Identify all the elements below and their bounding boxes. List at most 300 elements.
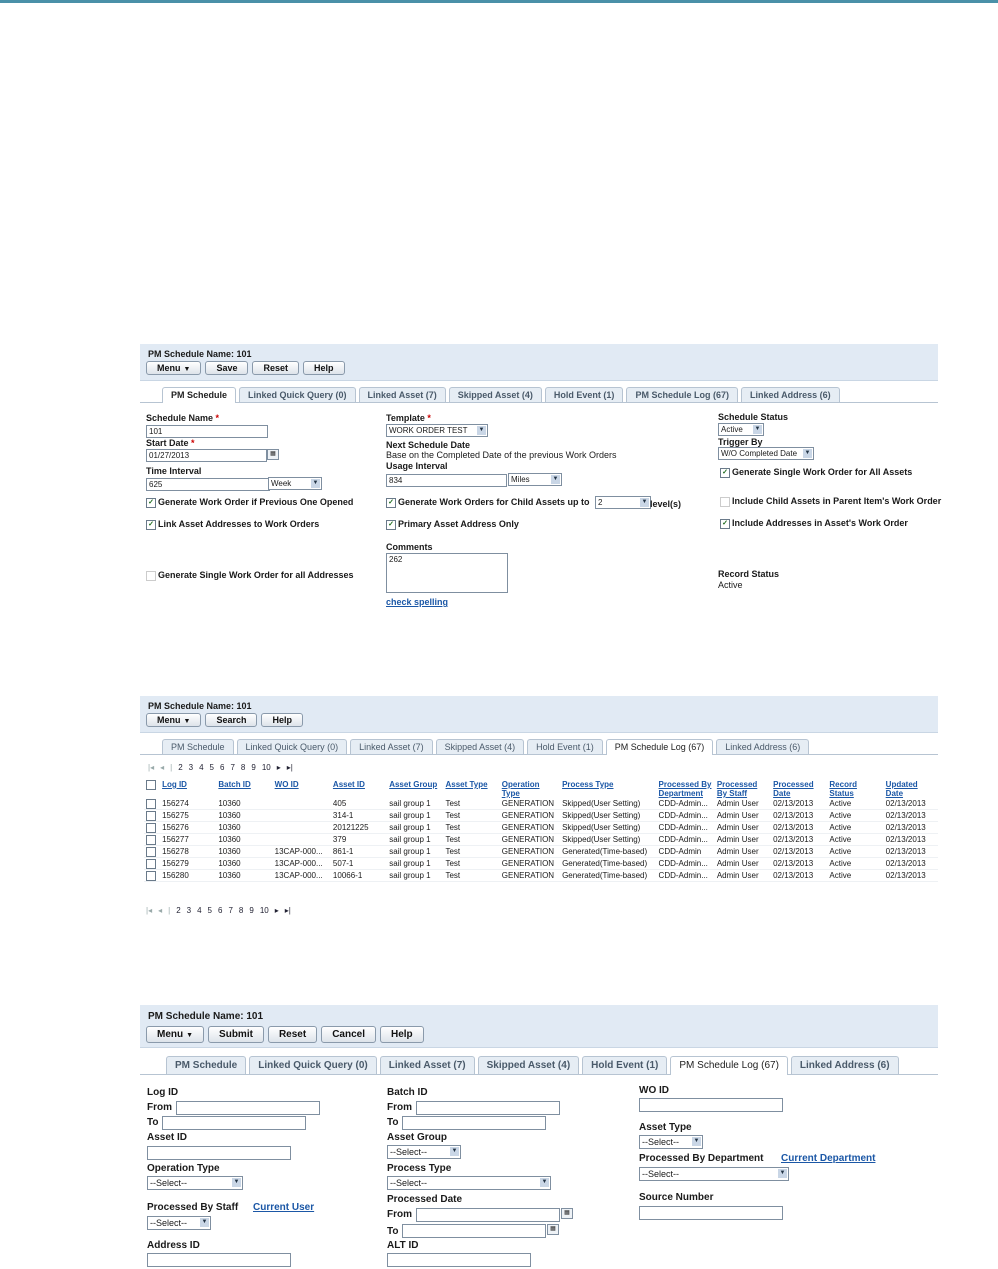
checkbox-checked-icon: ✓ bbox=[386, 498, 396, 508]
trigger-by-select[interactable]: W/O Completed Date ▼ bbox=[718, 447, 814, 460]
tab-pm-schedule-log[interactable]: PM Schedule Log (67) bbox=[606, 739, 714, 755]
cell-processed-by-staff: Admin User bbox=[715, 810, 771, 822]
cell-operation-type: GENERATION bbox=[500, 810, 560, 822]
menu-button[interactable]: Menu ▼ bbox=[146, 713, 201, 727]
current-user-link[interactable]: Current User bbox=[253, 1202, 315, 1213]
current-department-link[interactable]: Current Department bbox=[781, 1153, 876, 1164]
processed-by-staff-label: Processed By Staff bbox=[147, 1202, 239, 1213]
to-label: To bbox=[147, 1117, 159, 1128]
cell-record-status: Active bbox=[827, 810, 883, 822]
page-link[interactable]: 8 bbox=[240, 763, 246, 772]
cell-asset-id: 861-1 bbox=[331, 846, 387, 858]
cell-processed-by-department: CDD-Admin... bbox=[657, 822, 715, 834]
col-process-type[interactable]: Process Type bbox=[562, 780, 614, 789]
cell-processed-by-department: CDD-Admin... bbox=[657, 858, 715, 870]
panel-header bbox=[140, 1005, 938, 1048]
cell-processed-date: 02/13/2013 bbox=[771, 834, 827, 846]
cell-processed-date: 02/13/2013 bbox=[771, 870, 827, 882]
cell-operation-type: GENERATION bbox=[500, 834, 560, 846]
checkbox-icon bbox=[146, 859, 156, 869]
page-link[interactable]: 7 bbox=[228, 906, 233, 915]
processed-date-label: Processed Date bbox=[387, 1194, 463, 1205]
cell-log-id: 156279 bbox=[160, 858, 216, 870]
cell-process-type: Generated(Time-based) bbox=[560, 870, 656, 882]
cell-record-status: Active bbox=[827, 846, 883, 858]
chevron-down-icon: ▼ bbox=[186, 1032, 194, 1039]
table-row[interactable] bbox=[144, 870, 938, 882]
log-id-to-input[interactable] bbox=[162, 1116, 306, 1130]
chevron-down-icon: ▼ bbox=[693, 1138, 700, 1144]
cell-asset-id: 10066-1 bbox=[331, 870, 387, 882]
cell-asset-type: Test bbox=[443, 810, 499, 822]
cell-processed-by-staff: Admin User bbox=[715, 834, 771, 846]
cell-process-type: Skipped(User Setting) bbox=[560, 798, 656, 810]
menu-button[interactable]: Menu ▼ bbox=[146, 361, 201, 375]
cell-batch-id: 10360 bbox=[216, 858, 272, 870]
cell-operation-type: GENERATION bbox=[500, 846, 560, 858]
tab-pm-schedule[interactable]: PM Schedule bbox=[162, 739, 234, 754]
panel-header bbox=[140, 696, 938, 733]
col-asset-id[interactable]: Asset ID bbox=[332, 780, 365, 789]
asset-group-label: Asset Group bbox=[387, 1132, 448, 1143]
select-all-checkbox[interactable] bbox=[144, 780, 160, 798]
cell-wo-id: 13CAP-000... bbox=[273, 846, 331, 858]
log-id-from-input[interactable] bbox=[176, 1101, 320, 1115]
cell-log-id: 156280 bbox=[160, 870, 216, 882]
col-asset-type[interactable]: Asset Type bbox=[445, 780, 488, 789]
cell-processed-by-staff: Admin User bbox=[715, 846, 771, 858]
cell-operation-type: GENERATION bbox=[500, 858, 560, 870]
batch-id-to-input[interactable] bbox=[402, 1116, 546, 1130]
chevron-down-icon: ▼ bbox=[233, 1179, 240, 1185]
checkbox-icon bbox=[146, 871, 156, 881]
page-link[interactable]: 5 bbox=[207, 906, 212, 915]
col-processed-date[interactable]: Processed Date bbox=[773, 780, 814, 798]
toolbar bbox=[140, 1024, 938, 1046]
batch-id-from-input[interactable] bbox=[416, 1101, 560, 1115]
schedule-status-select[interactable]: Active ▼ bbox=[718, 423, 764, 436]
toolbar bbox=[140, 713, 938, 730]
table-row[interactable] bbox=[144, 798, 938, 810]
row-select-checkbox[interactable] bbox=[144, 834, 160, 846]
schedule-status-label: Schedule Status bbox=[718, 412, 789, 422]
cell-processed-by-staff: Admin User bbox=[715, 858, 771, 870]
child-levels-select[interactable]: 2 ▼ bbox=[595, 496, 651, 509]
template-select[interactable]: WORK ORDER TEST ▼ bbox=[386, 424, 488, 437]
menu-button[interactable]: Menu ▼ bbox=[146, 1026, 204, 1043]
table-row[interactable] bbox=[144, 810, 938, 822]
tab-pm-schedule[interactable]: PM Schedule bbox=[166, 1056, 246, 1074]
processed-by-staff-select[interactable]: --Select-- ▼ bbox=[147, 1216, 211, 1230]
page-link[interactable]: 8 bbox=[238, 906, 244, 915]
alt-id-input[interactable] bbox=[387, 1253, 531, 1267]
log-id-label: Log ID bbox=[147, 1087, 179, 1098]
cell-process-type: Skipped(User Setting) bbox=[560, 810, 656, 822]
pager-top bbox=[148, 763, 293, 772]
cell-log-id: 156277 bbox=[160, 834, 216, 846]
cell-processed-by-department: CDD-Admin... bbox=[657, 870, 715, 882]
cell-asset-id: 314-1 bbox=[331, 810, 387, 822]
cell-process-type: Skipped(User Setting) bbox=[560, 834, 656, 846]
cell-asset-type: Test bbox=[443, 846, 499, 858]
asset-type-select[interactable]: --Select-- ▼ bbox=[639, 1135, 703, 1149]
from-label: From bbox=[147, 1102, 172, 1113]
calendar-icon[interactable]: ▦ bbox=[547, 1224, 559, 1235]
source-number-input[interactable] bbox=[639, 1206, 783, 1220]
cell-batch-id: 10360 bbox=[216, 846, 272, 858]
tab-hold-event[interactable]: Hold Event (1) bbox=[545, 387, 624, 402]
wo-id-label: WO ID bbox=[639, 1085, 669, 1096]
page-link[interactable]: 2 bbox=[176, 906, 181, 915]
tab-pm-schedule-log[interactable]: PM Schedule Log (67) bbox=[626, 387, 738, 402]
cell-asset-type: Test bbox=[443, 870, 499, 882]
trigger-by-label: Trigger By bbox=[718, 437, 763, 447]
cell-batch-id: 10360 bbox=[216, 870, 272, 882]
cell-updated-date: 02/13/2013 bbox=[884, 810, 938, 822]
time-interval-input[interactable]: 625 bbox=[146, 478, 270, 491]
separator: | bbox=[170, 763, 173, 772]
page-link[interactable]: 7 bbox=[230, 763, 235, 772]
chevron-down-icon: ▼ bbox=[541, 1179, 548, 1185]
cell-asset-group: sail group 1 bbox=[387, 810, 443, 822]
record-status-label: Record Status bbox=[718, 569, 780, 579]
panel-header bbox=[140, 344, 938, 381]
cell-record-status: Active bbox=[827, 798, 883, 810]
help-button[interactable]: Help bbox=[261, 713, 303, 727]
cell-updated-date: 02/13/2013 bbox=[884, 858, 938, 870]
row-select-checkbox[interactable] bbox=[144, 858, 160, 870]
checkbox-icon bbox=[146, 835, 156, 845]
cell-asset-id: 405 bbox=[331, 798, 387, 810]
prev-page-icon[interactable]: ◂ bbox=[160, 763, 165, 772]
next-schedule-label: Next Schedule Date bbox=[386, 440, 471, 450]
next-schedule-value: Base on the Completed Date of the previous Work Orders bbox=[386, 450, 617, 460]
cell-record-status: Active bbox=[827, 834, 883, 846]
processed-date-from-input[interactable] bbox=[416, 1208, 560, 1222]
chevron-down-icon: ▼ bbox=[552, 476, 559, 482]
col-batch-id[interactable]: Batch ID bbox=[218, 780, 251, 789]
row-select-checkbox[interactable] bbox=[144, 870, 160, 882]
schedule-name-label: Schedule Name * bbox=[146, 413, 220, 423]
checkbox-checked-icon: ✓ bbox=[386, 520, 396, 530]
chevron-down-icon: ▼ bbox=[804, 450, 811, 456]
table-row[interactable] bbox=[144, 834, 938, 846]
link-asset-addr-checkbox[interactable]: ✓ Link Asset Addresses to Work Orders bbox=[146, 519, 319, 530]
first-page-icon[interactable]: |◂ bbox=[146, 906, 153, 915]
record-status-value: Active bbox=[718, 580, 743, 590]
cell-asset-id: 507-1 bbox=[331, 858, 387, 870]
cell-operation-type: GENERATION bbox=[500, 822, 560, 834]
pager-bottom bbox=[146, 906, 291, 915]
to-label: To bbox=[387, 1117, 399, 1128]
alt-id-label: ALT ID bbox=[387, 1240, 419, 1251]
page-link[interactable]: 3 bbox=[188, 763, 194, 772]
comments-label: Comments bbox=[386, 542, 433, 552]
calendar-icon[interactable]: ▦ bbox=[561, 1208, 573, 1219]
cell-processed-date: 02/13/2013 bbox=[771, 858, 827, 870]
cell-updated-date: 02/13/2013 bbox=[884, 870, 938, 882]
separator: | bbox=[168, 906, 171, 915]
page-link[interactable]: 6 bbox=[218, 906, 223, 915]
page-link[interactable]: 5 bbox=[209, 763, 214, 772]
generate-wo-prev-checkbox[interactable]: ✓ Generate Work Order if Previous One Opened bbox=[146, 497, 353, 508]
cell-asset-group: sail group 1 bbox=[387, 822, 443, 834]
cell-batch-id: 10360 bbox=[216, 822, 272, 834]
page-link[interactable]: 9 bbox=[251, 763, 256, 772]
from-label: From bbox=[387, 1102, 412, 1113]
page-link[interactable]: 4 bbox=[197, 906, 202, 915]
cell-wo-id bbox=[273, 834, 331, 846]
cell-asset-group: sail group 1 bbox=[387, 858, 443, 870]
checkbox-icon bbox=[146, 799, 156, 809]
cell-asset-type: Test bbox=[443, 858, 499, 870]
process-type-label: Process Type bbox=[387, 1163, 452, 1174]
pm-schedule-panel bbox=[140, 344, 942, 612]
generate-single-assets-checkbox[interactable]: ✓ Generate Single Work Order for All Assets bbox=[720, 467, 912, 478]
cell-process-type: Skipped(User Setting) bbox=[560, 822, 656, 834]
operation-type-label: Operation Type bbox=[147, 1163, 220, 1174]
tab-linked-quick-query[interactable]: Linked Quick Query (0) bbox=[249, 1056, 376, 1074]
cell-asset-group: sail group 1 bbox=[387, 798, 443, 810]
next-page-icon[interactable]: ▸ bbox=[276, 763, 281, 772]
cell-updated-date: 02/13/2013 bbox=[884, 846, 938, 858]
checkbox-checked-icon: ✓ bbox=[146, 498, 156, 508]
chevron-down-icon: ▼ bbox=[641, 499, 648, 505]
batch-id-label: Batch ID bbox=[387, 1087, 428, 1098]
cell-batch-id: 10360 bbox=[216, 798, 272, 810]
chevron-down-icon: ▼ bbox=[451, 1148, 458, 1154]
cell-processed-by-department: CDD-Admin... bbox=[657, 810, 715, 822]
col-record-status[interactable]: Record Status bbox=[829, 780, 857, 798]
include-child-checkbox[interactable]: Include Child Assets in Parent Item's Work Order bbox=[720, 496, 941, 507]
tab-skipped-asset[interactable]: Skipped Asset (4) bbox=[436, 739, 525, 754]
cell-process-type: Generated(Time-based) bbox=[560, 858, 656, 870]
asset-type-label: Asset Type bbox=[639, 1122, 692, 1133]
help-button[interactable]: Help bbox=[303, 361, 345, 375]
template-label: Template * bbox=[386, 413, 431, 423]
address-id-label: Address ID bbox=[147, 1240, 200, 1251]
generate-single-addr-checkbox[interactable]: Generate Single Work Order for all Addresses bbox=[146, 570, 354, 581]
tab-linked-quick-query[interactable]: Linked Quick Query (0) bbox=[239, 387, 356, 402]
time-interval-label: Time Interval bbox=[146, 466, 202, 476]
page-link[interactable]: 3 bbox=[186, 906, 192, 915]
toolbar bbox=[140, 361, 938, 378]
cell-log-id: 156278 bbox=[160, 846, 216, 858]
cell-wo-id bbox=[273, 822, 331, 834]
processed-date-to-input[interactable] bbox=[402, 1224, 546, 1238]
help-button[interactable]: Help bbox=[380, 1026, 424, 1043]
pm-schedule-log-search-panel bbox=[140, 1005, 938, 1269]
page-title: PM Schedule Name: 101 bbox=[148, 1011, 264, 1022]
tab-bar bbox=[140, 1048, 938, 1075]
cell-updated-date: 02/13/2013 bbox=[884, 834, 938, 846]
address-id-input[interactable] bbox=[147, 1253, 291, 1267]
cell-processed-date: 02/13/2013 bbox=[771, 822, 827, 834]
cell-processed-by-staff: Admin User bbox=[715, 798, 771, 810]
asset-id-label: Asset ID bbox=[147, 1132, 188, 1143]
tab-pm-schedule[interactable]: PM Schedule bbox=[162, 387, 236, 403]
chevron-down-icon: ▼ bbox=[183, 718, 191, 725]
processed-by-dept-label: Processed By Department bbox=[639, 1153, 764, 1164]
col-wo-id[interactable]: WO ID bbox=[274, 780, 299, 789]
cell-record-status: Active bbox=[827, 870, 883, 882]
page-link[interactable]: 6 bbox=[220, 763, 225, 772]
cell-processed-date: 02/13/2013 bbox=[771, 798, 827, 810]
from-label: From bbox=[387, 1209, 412, 1220]
cell-wo-id: 13CAP-000... bbox=[273, 870, 331, 882]
log-table bbox=[144, 780, 938, 882]
cell-processed-by-staff: Admin User bbox=[715, 822, 771, 834]
col-processed-by-department[interactable]: Processed By Department bbox=[658, 780, 712, 798]
reset-button[interactable]: Reset bbox=[268, 1026, 317, 1043]
checkbox-icon bbox=[720, 497, 730, 507]
levels-label: level(s) bbox=[650, 499, 682, 509]
tab-linked-quick-query[interactable]: Linked Quick Query (0) bbox=[237, 739, 348, 754]
cell-wo-id bbox=[273, 810, 331, 822]
cell-processed-by-department: CDD-Admin... bbox=[657, 798, 715, 810]
cell-record-status: Active bbox=[827, 858, 883, 870]
cell-asset-group: sail group 1 bbox=[387, 834, 443, 846]
col-updated-date[interactable]: Updated Date bbox=[885, 780, 918, 798]
comments-textarea[interactable]: 262 bbox=[386, 553, 508, 593]
page-title: PM Schedule Name: 101 bbox=[148, 701, 252, 711]
cell-processed-date: 02/13/2013 bbox=[771, 810, 827, 822]
row-select-checkbox[interactable] bbox=[144, 846, 160, 858]
tab-linked-asset[interactable]: Linked Asset (7) bbox=[380, 1056, 475, 1074]
row-select-checkbox[interactable] bbox=[144, 822, 160, 834]
asset-id-input[interactable] bbox=[147, 1146, 291, 1160]
tab-linked-address[interactable]: Linked Address (6) bbox=[716, 739, 809, 754]
col-operation-type[interactable]: Operation Type bbox=[501, 780, 540, 798]
table-row[interactable] bbox=[144, 858, 938, 870]
table-header-row bbox=[144, 780, 938, 798]
usage-unit-select[interactable]: Miles ▼ bbox=[508, 473, 562, 486]
start-date-label: Start Date * bbox=[146, 438, 195, 448]
chevron-down-icon: ▼ bbox=[312, 480, 319, 486]
cell-wo-id: 13CAP-000... bbox=[273, 858, 331, 870]
include-addr-checkbox[interactable]: ✓ Include Addresses in Asset's Work Order bbox=[720, 518, 908, 529]
to-label: To bbox=[387, 1226, 399, 1237]
operation-type-select[interactable]: --Select-- ▼ bbox=[147, 1176, 243, 1190]
page-link[interactable]: 10 bbox=[259, 906, 269, 915]
cell-updated-date: 02/13/2013 bbox=[884, 822, 938, 834]
table-body bbox=[144, 798, 938, 882]
primary-addr-checkbox[interactable]: ✓ Primary Asset Address Only bbox=[386, 519, 519, 530]
col-log-id[interactable]: Log ID bbox=[162, 780, 187, 789]
pm-schedule-log-panel bbox=[140, 696, 938, 916]
checkbox-icon bbox=[146, 823, 156, 833]
processed-by-dept-select[interactable]: --Select-- ▼ bbox=[639, 1167, 789, 1181]
page-title: PM Schedule Name: 101 bbox=[148, 349, 252, 359]
cell-updated-date: 02/13/2013 bbox=[884, 798, 938, 810]
row-select-checkbox[interactable] bbox=[144, 810, 160, 822]
tab-linked-address[interactable]: Linked Address (6) bbox=[741, 387, 840, 402]
col-asset-group[interactable]: Asset Group bbox=[389, 780, 438, 789]
tab-hold-event[interactable]: Hold Event (1) bbox=[582, 1056, 667, 1074]
schedule-name-input[interactable]: 101 bbox=[146, 425, 268, 438]
tab-bar bbox=[140, 733, 938, 755]
time-interval-unit-select[interactable]: Week ▼ bbox=[268, 477, 322, 490]
cell-processed-date: 02/13/2013 bbox=[771, 846, 827, 858]
page-link[interactable]: 9 bbox=[249, 906, 254, 915]
cell-operation-type: GENERATION bbox=[500, 798, 560, 810]
tab-hold-event[interactable]: Hold Event (1) bbox=[527, 739, 603, 754]
usage-interval-input[interactable]: 834 bbox=[386, 474, 507, 487]
checkbox-icon bbox=[146, 571, 156, 581]
checkbox-checked-icon: ✓ bbox=[720, 519, 730, 529]
generate-child-checkbox[interactable]: ✓ Generate Work Orders for Child Assets up to bbox=[386, 497, 590, 508]
cell-asset-type: Test bbox=[443, 822, 499, 834]
page-link[interactable]: 4 bbox=[199, 763, 204, 772]
cancel-button[interactable]: Cancel bbox=[321, 1026, 376, 1043]
table-row[interactable] bbox=[144, 846, 938, 858]
start-date-input[interactable]: 01/27/2013 bbox=[146, 449, 267, 462]
tab-linked-asset[interactable]: Linked Asset (7) bbox=[359, 387, 446, 402]
cell-log-id: 156275 bbox=[160, 810, 216, 822]
process-type-select[interactable]: --Select-- ▼ bbox=[387, 1176, 551, 1190]
save-button[interactable]: Save bbox=[205, 361, 248, 375]
cell-asset-type: Test bbox=[443, 834, 499, 846]
chevron-down-icon: ▼ bbox=[201, 1219, 208, 1225]
cell-asset-id: 20121225 bbox=[331, 822, 387, 834]
submit-button[interactable]: Submit bbox=[208, 1026, 264, 1043]
tab-skipped-asset[interactable]: Skipped Asset (4) bbox=[478, 1056, 580, 1074]
wo-id-input[interactable] bbox=[639, 1098, 783, 1112]
cell-processed-by-department: CDD-Admin... bbox=[657, 834, 715, 846]
cell-batch-id: 10360 bbox=[216, 834, 272, 846]
cell-operation-type: GENERATION bbox=[500, 870, 560, 882]
last-page-icon[interactable]: ▸| bbox=[284, 906, 291, 915]
chevron-down-icon: ▼ bbox=[754, 426, 761, 432]
reset-button[interactable]: Reset bbox=[252, 361, 299, 375]
page-link[interactable]: 2 bbox=[178, 763, 183, 772]
col-processed-by-staff[interactable]: Processed By Staff bbox=[716, 780, 758, 798]
checkbox-checked-icon: ✓ bbox=[146, 520, 156, 530]
calendar-icon[interactable]: ▦ bbox=[267, 449, 279, 460]
table-row[interactable] bbox=[144, 822, 938, 834]
tab-skipped-asset[interactable]: Skipped Asset (4) bbox=[449, 387, 542, 402]
source-number-label: Source Number bbox=[639, 1192, 714, 1203]
top-rule bbox=[0, 0, 998, 3]
first-page-icon[interactable]: |◂ bbox=[148, 763, 155, 772]
asset-group-select[interactable]: --Select-- ▼ bbox=[387, 1145, 461, 1159]
last-page-icon[interactable]: ▸| bbox=[286, 763, 293, 772]
search-button[interactable]: Search bbox=[205, 713, 257, 727]
tab-bar bbox=[140, 381, 938, 403]
check-spelling-link[interactable]: check spelling bbox=[386, 597, 449, 607]
next-page-icon[interactable]: ▸ bbox=[274, 906, 279, 915]
tab-pm-schedule-log[interactable]: PM Schedule Log (67) bbox=[670, 1056, 788, 1075]
cell-asset-type: Test bbox=[443, 798, 499, 810]
cell-processed-by-department: CDD-Admin bbox=[657, 846, 715, 858]
checkbox-icon bbox=[146, 847, 156, 857]
tab-linked-address[interactable]: Linked Address (6) bbox=[791, 1056, 899, 1074]
cell-record-status: Active bbox=[827, 822, 883, 834]
chevron-down-icon: ▼ bbox=[183, 366, 191, 373]
cell-asset-group: sail group 1 bbox=[387, 846, 443, 858]
cell-wo-id bbox=[273, 798, 331, 810]
row-select-checkbox[interactable] bbox=[144, 798, 160, 810]
prev-page-icon[interactable]: ◂ bbox=[158, 906, 163, 915]
tab-linked-asset[interactable]: Linked Asset (7) bbox=[350, 739, 433, 754]
usage-interval-label: Usage Interval bbox=[386, 461, 448, 471]
chevron-down-icon: ▼ bbox=[779, 1170, 786, 1176]
page-link[interactable]: 10 bbox=[261, 763, 271, 772]
cell-asset-group: sail group 1 bbox=[387, 870, 443, 882]
cell-asset-id: 379 bbox=[331, 834, 387, 846]
cell-log-id: 156276 bbox=[160, 822, 216, 834]
cell-processed-by-staff: Admin User bbox=[715, 870, 771, 882]
